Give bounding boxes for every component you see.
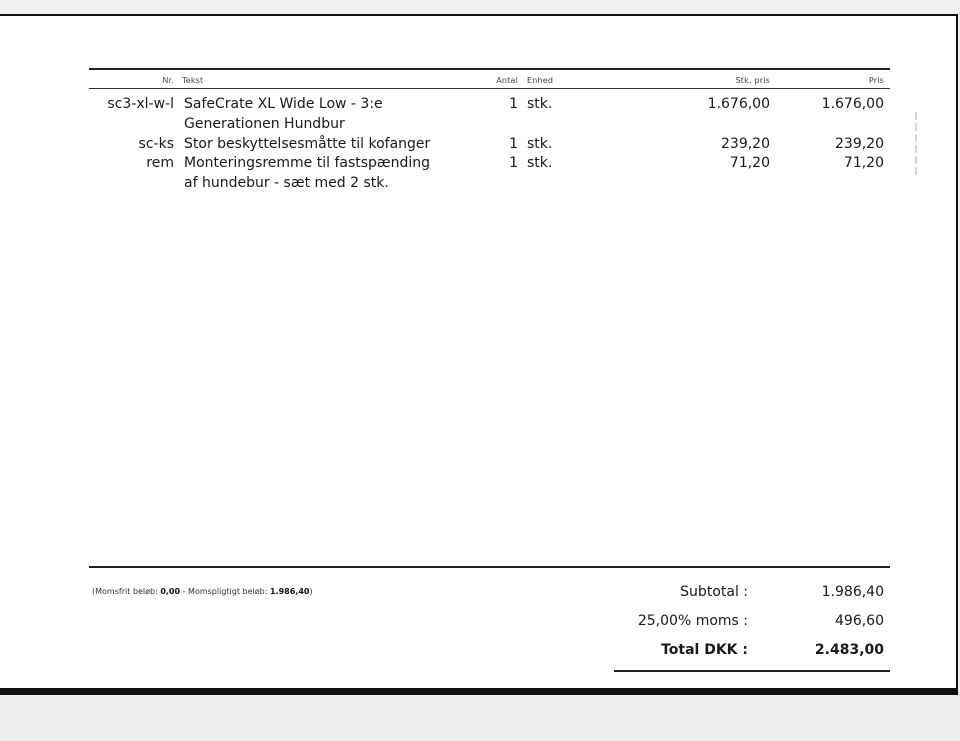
note-prefix: (Momsfrit beløb: bbox=[92, 587, 161, 596]
top-background-band bbox=[0, 0, 960, 14]
vat-basis-note bbox=[92, 587, 313, 596]
subtotal-value: 1.986,40 bbox=[821, 584, 884, 600]
col-header-pris: Pris bbox=[868, 76, 884, 85]
margin-marks bbox=[913, 112, 919, 182]
note-suffix: ) bbox=[309, 587, 313, 596]
subtotal-label: Subtotal : bbox=[680, 584, 748, 600]
momspligtigt-value: 1.986,40 bbox=[269, 587, 310, 596]
moms-value: 496,60 bbox=[835, 613, 884, 629]
line-1-antal: 1 bbox=[509, 96, 518, 112]
header-bottom-rule bbox=[89, 88, 890, 89]
line-3-pris: 71,20 bbox=[843, 155, 884, 171]
line-3-enhed: stk. bbox=[527, 155, 553, 171]
line-3-nr: rem bbox=[146, 155, 174, 171]
line-2-nr: sc-ks bbox=[138, 136, 174, 152]
line-1-stk-pris: 1.676,00 bbox=[707, 96, 770, 112]
col-header-stk-pris: Stk. pris bbox=[735, 76, 770, 85]
momsfrit-value: 0,00 bbox=[160, 587, 181, 596]
line-3-tekst-cont: af hundebur - sæt med 2 stk. bbox=[184, 175, 389, 191]
header-top-rule bbox=[89, 68, 890, 70]
line-1-enhed: stk. bbox=[527, 96, 553, 112]
line-3-stk-pris: 71,20 bbox=[729, 155, 770, 171]
line-2-stk-pris: 239,20 bbox=[721, 136, 770, 152]
total-value: 2.483,00 bbox=[814, 642, 884, 658]
line-2-tekst: Stor beskyttelsesmåtte til kofanger bbox=[184, 136, 431, 152]
line-1-tekst: SafeCrate XL Wide Low - 3:e bbox=[184, 96, 383, 112]
total-label: Total DKK : bbox=[661, 642, 748, 658]
footer-top-rule bbox=[89, 566, 890, 568]
col-header-tekst: Tekst bbox=[182, 76, 204, 85]
line-2-antal: 1 bbox=[509, 136, 518, 152]
line-1-pris: 1.676,00 bbox=[821, 96, 884, 112]
col-header-antal: Antal bbox=[496, 76, 518, 85]
note-mid: - Momspligtigt beløb: bbox=[180, 587, 270, 596]
line-2-pris: 239,20 bbox=[835, 136, 884, 152]
col-header-nr: Nr. bbox=[162, 76, 174, 85]
line-1-nr: sc3-xl-w-l bbox=[107, 96, 174, 112]
line-2-enhed: stk. bbox=[527, 136, 553, 152]
total-underline bbox=[614, 670, 890, 672]
col-header-enhed: Enhed bbox=[527, 76, 554, 85]
bottom-background-band bbox=[0, 702, 960, 741]
line-3-tekst: Monteringsremme til fastspænding bbox=[184, 155, 431, 171]
line-3-antal: 1 bbox=[509, 155, 518, 171]
line-1-tekst-cont: Generationen Hundbur bbox=[184, 116, 345, 132]
moms-label: 25,00% moms : bbox=[637, 613, 748, 629]
